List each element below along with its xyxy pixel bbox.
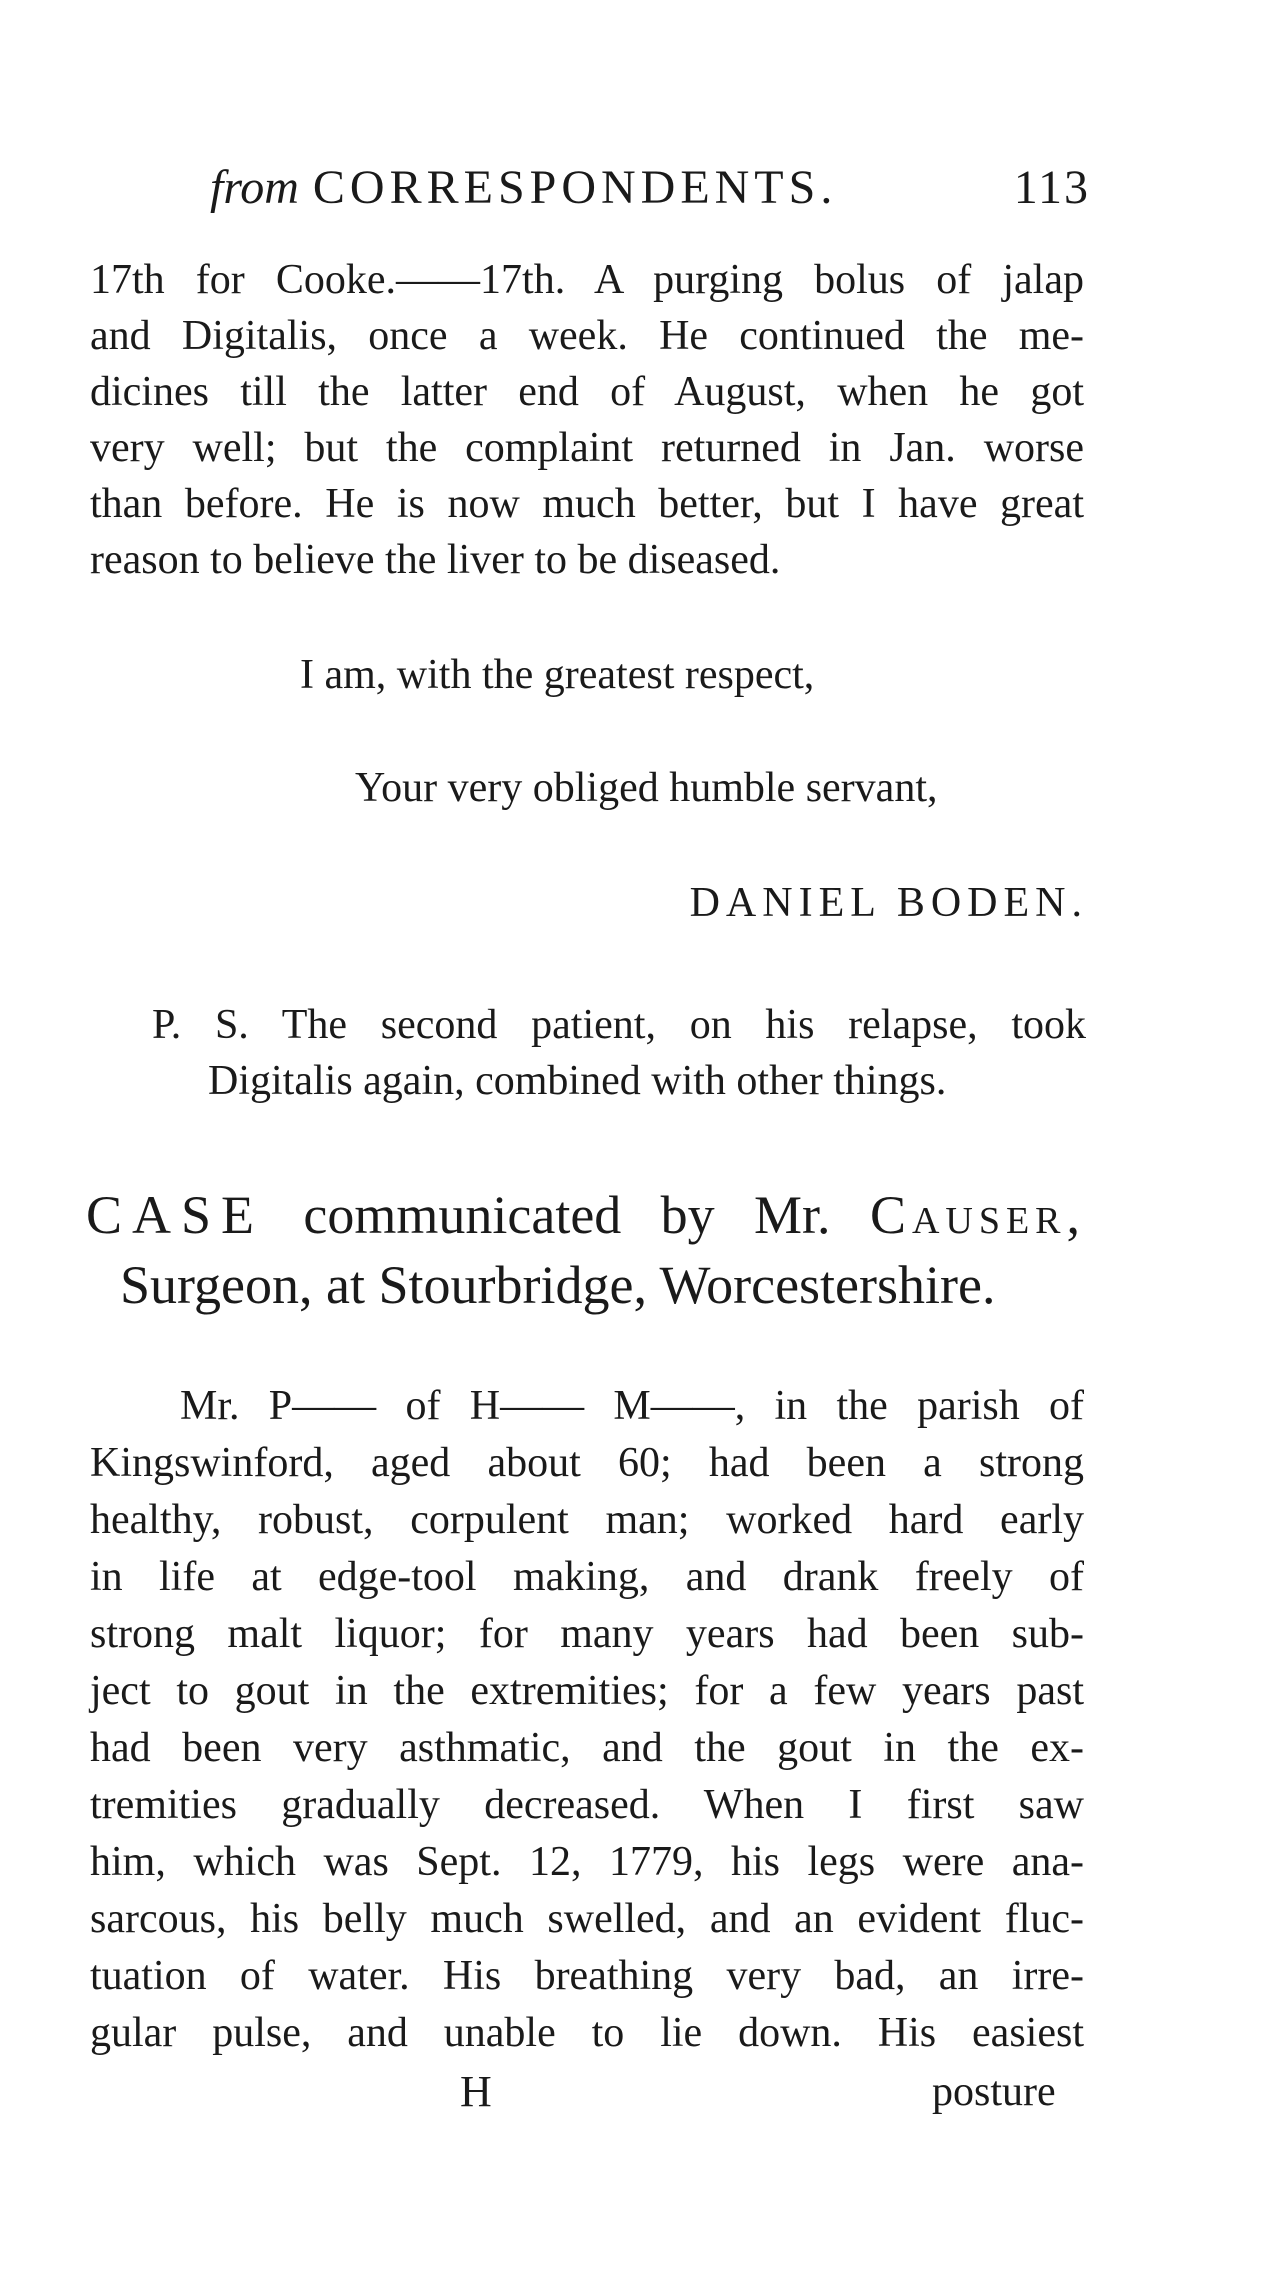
case-heading-subtitle: Surgeon, at Stourbridge, Worcestershire. [120,1255,996,1315]
case-heading-name: Causer, [869,1185,1087,1245]
case-heading-case: CASE [86,1185,265,1245]
case-line: healthy, robust, corpulent man; worked hard early [90,1497,1084,1543]
letter-line: and Digitalis, once a week. He continued the me- [90,313,1084,359]
case-line: Mr. P—— of H—— M——, in the parish of [180,1383,1084,1429]
letter-line: 17th for Cooke.——17th. A purging bolus of jalap [90,257,1084,303]
postscript-line: P. S. The second patient, on his relapse, took [152,1002,1086,1048]
catchword: posture [932,2069,1056,2115]
case-line: Kingswinford, aged about 60; had been a strong [90,1440,1084,1486]
postscript-line: Digitalis again, combined with other things. [208,1058,947,1104]
page-number: 113 [1013,161,1090,214]
letter-line: than before. He is now much better, but I have great [90,481,1084,527]
letter-line: reason to believe the liver to be diseased. [90,537,781,583]
letter-closing: I am, with the greatest respect, [300,652,815,698]
running-head-from: from [210,161,299,214]
running-head-title: CORRESPONDENTS. [312,161,838,214]
case-heading-communicated: communicated by Mr. [303,1185,831,1245]
case-heading [86,1183,1086,1247]
letter-signature: DANIEL BODEN. [689,880,1088,926]
running-head [210,160,1090,220]
case-line: sarcous, his belly much swelled, and an evident fluc- [90,1896,1084,1942]
case-line: had been very asthmatic, and the gout in the ex- [90,1725,1084,1771]
case-line: tremities gradually decreased. When I first saw [90,1782,1084,1828]
case-line: ject to gout in the extremities; for a few years past [90,1668,1084,1714]
case-line: him, which was Sept. 12, 1779, his legs were ana- [90,1839,1084,1885]
case-line: in life at edge-tool making, and drank freely of [90,1554,1084,1600]
case-line: tuation of water. His breathing very bad, an irre- [90,1953,1084,1999]
letter-line: dicines till the latter end of August, when he got [90,369,1084,415]
letter-closing-servant: Your very obliged humble servant, [355,765,938,811]
letter-line: very well; but the complaint returned in Jan. worse [90,425,1084,471]
case-line: strong malt liquor; for many years had been sub- [90,1611,1084,1657]
case-line: gular pulse, and unable to lie down. His easiest [90,2010,1084,2056]
signature-mark: H [460,2067,492,2116]
